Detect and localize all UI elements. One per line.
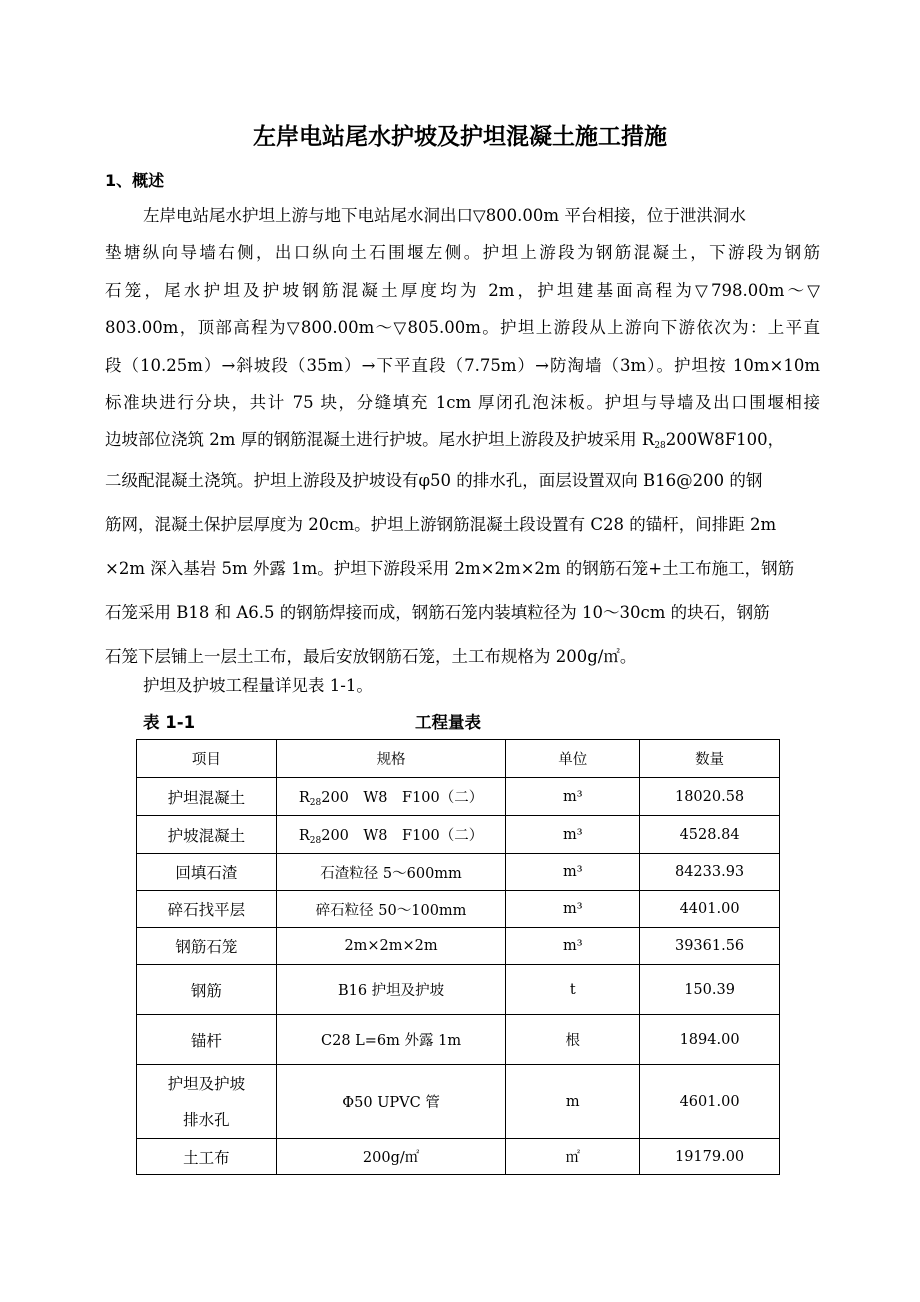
table-caption: 工程量表: [415, 713, 481, 732]
table-header-row: [137, 740, 780, 778]
cell-unit: m³: [506, 928, 640, 965]
paragraph-line: 二级配混凝土浇筑。护坦上游段及护坡设有φ50 的排水孔，面层设置双向 B16@200 的钢: [105, 470, 763, 490]
paragraph-line-text: 边坡部位浇筑 2m 厚的钢筋混凝土进行护坡。尾水护坦上游段及护坡采用 R: [105, 430, 655, 450]
table-row: [137, 965, 780, 1015]
cell-quantity: 19179.00: [640, 1139, 780, 1175]
header-quantity: 数量: [640, 740, 780, 778]
section-heading: 1、概述: [105, 171, 165, 190]
cell-item-line: 排水孔: [183, 1110, 230, 1129]
cell-item: 护坡混凝土: [137, 816, 277, 854]
paragraph-line: [105, 421, 820, 458]
table-row: [137, 1139, 780, 1175]
cell-unit: m³: [506, 854, 640, 891]
cell-item: 钢筋: [137, 965, 277, 1015]
quantities-table: [136, 739, 780, 1175]
cell-quantity: 4601.00: [640, 1065, 780, 1139]
cell-spec: $R_{28}200$ W8 F100（二）: [276, 816, 506, 854]
cell-spec: 200g/㎡: [276, 1139, 506, 1175]
paragraph-line: 石笼采用 B18 和 A6.5 的钢筋焊接而成，钢筋石笼内装填粒径为 10～30cm 的块石，钢筋: [105, 602, 770, 622]
cell-unit: m³: [506, 778, 640, 816]
cell-item: 土工布: [137, 1139, 277, 1175]
table-row: [137, 1065, 780, 1139]
cell-item: 护坦混凝土: [137, 778, 277, 816]
cell-spec: $R_{28}200$ W8 F100（二）: [276, 778, 506, 816]
table-reference: 护坦及护坡工程量详见表 1-1。: [143, 676, 373, 695]
cell-item: [137, 1065, 277, 1139]
header-spec: 规格: [276, 740, 506, 778]
cell-unit: m³: [506, 816, 640, 854]
cell-item: 碎石找平层: [137, 891, 277, 928]
cell-item: 回填石渣: [137, 854, 277, 891]
cell-quantity: 84233.93: [640, 854, 780, 891]
paragraph-line: 803.00m，顶部高程为▽800.00m～▽805.00m。护坦上游段从上游向下游依次为：上平直: [105, 318, 820, 338]
cell-quantity: 4528.84: [640, 816, 780, 854]
paragraph-line: 段（10.25m）→斜坡段（35m）→下平直段（7.75m）→防淘墙（3m）。护坦按 10m×10m: [105, 355, 820, 375]
paragraph-line: 石笼，尾水护坦及护坡钢筋混凝土厚度均为 2m，护坦建基面高程为▽798.00m～▽: [105, 280, 820, 300]
paragraph-line: 左岸电站尾水护坦上游与地下电站尾水洞出口▽800.00m 平台相接，位于泄洪洞水: [143, 206, 746, 225]
cell-unit: m: [506, 1065, 640, 1139]
table-row: [137, 778, 780, 816]
paragraph-line: 筋网，混凝土保护层厚度为 20cm。护坦上游钢筋混凝土段设置有 C28 的锚杆，间排距 2m: [105, 514, 777, 534]
paragraph-line: ×2m 深入基岩 5m 外露 1m。护坦下游段采用 2m×2m×2m 的钢筋石笼+土工布施工，钢筋: [105, 558, 795, 578]
cell-spec: Φ50 UPVC 管: [276, 1065, 506, 1139]
cell-unit: ㎡: [506, 1139, 640, 1175]
paragraph-line: 标准块进行分块，共计 75 块，分缝填充 1cm 厚闭孔泡沫板。护坦与导墙及出口围堰相接: [105, 392, 820, 412]
overview-paragraph: [105, 197, 820, 679]
cell-quantity: 39361.56: [640, 928, 780, 965]
cell-spec: B16 护坦及护坡: [276, 965, 506, 1015]
table-row: [137, 816, 780, 854]
cell-spec: 碎石粒径 50～100mm: [276, 891, 506, 928]
document-title: 左岸电站尾水护坡及护坦混凝土施工措施: [253, 124, 667, 150]
cell-spec: 石渣粒径 5～600mm: [276, 854, 506, 891]
table-row: [137, 891, 780, 928]
cell-unit: t: [506, 965, 640, 1015]
cell-item: 锚杆: [137, 1015, 277, 1065]
cell-quantity: 1894.00: [640, 1015, 780, 1065]
table-label: 表 1-1: [143, 713, 196, 732]
paragraph-line: 石笼下层铺上一层土工布，最后安放钢筋石笼，土工布规格为 200g/㎡。: [105, 646, 637, 666]
header-item: 项目: [137, 740, 277, 778]
cell-quantity: 150.39: [640, 965, 780, 1015]
cell-spec: 2m×2m×2m: [276, 928, 506, 965]
cell-quantity: 4401.00: [640, 891, 780, 928]
table-row: [137, 854, 780, 891]
cell-unit: m³: [506, 891, 640, 928]
grade-spec: 200W8F100，: [665, 430, 785, 450]
cell-spec: C28 L=6m 外露 1m: [276, 1015, 506, 1065]
cell-item-line: 护坦及护坡: [167, 1074, 246, 1093]
table-row: [137, 928, 780, 965]
cell-quantity: 18020.58: [640, 778, 780, 816]
cell-unit: 根: [506, 1015, 640, 1065]
cell-item: 钢筋石笼: [137, 928, 277, 965]
grade-subscript: 28: [654, 441, 666, 452]
table-row: [137, 1015, 780, 1065]
paragraph-line: 垫塘纵向导墙右侧，出口纵向土石围堰左侧。护坦上游段为钢筋混凝土，下游段为钢筋: [105, 243, 820, 263]
header-unit: 单位: [506, 740, 640, 778]
